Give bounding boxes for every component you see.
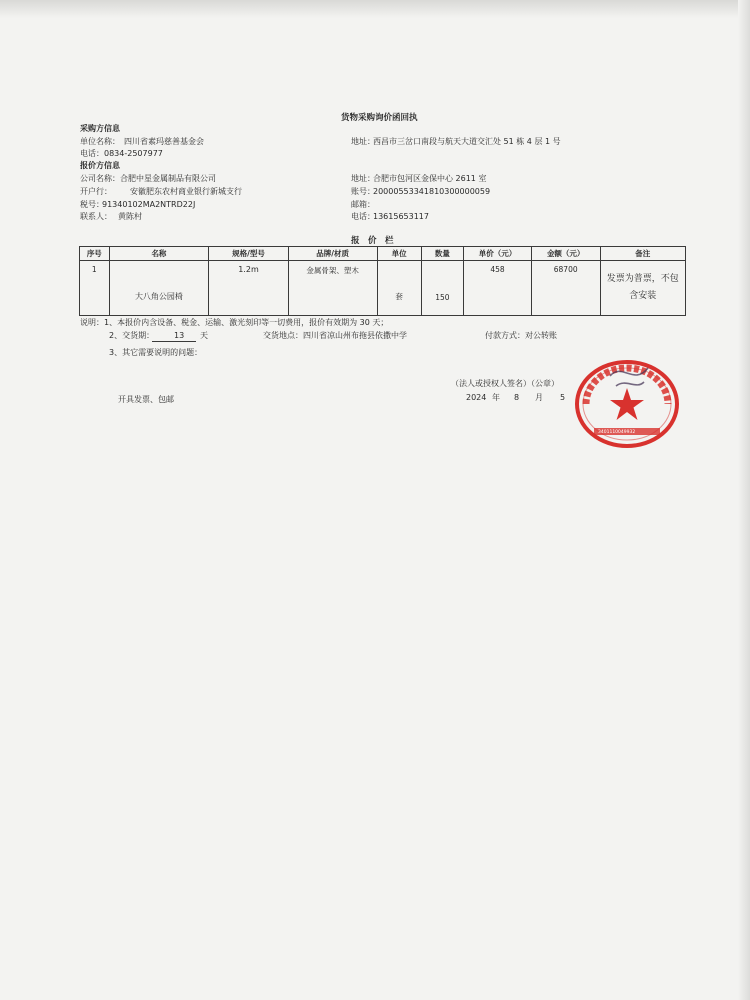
buyer-section-label: 采购方信息	[80, 124, 120, 133]
seller-address-value: 合肥市包河区金保中心 2611 室	[373, 174, 487, 183]
quote-table-caption: 报 价 栏	[351, 236, 394, 246]
cell-amount: 68700	[531, 261, 600, 316]
cell-price: 458	[464, 261, 532, 316]
seller-section-label: 报价方信息	[80, 161, 120, 170]
seller-company-label: 公司名称：	[80, 174, 120, 183]
buyer-phone-label: 电话：	[80, 149, 104, 158]
seller-tax-value: 91340102MA2NTRD22J	[102, 200, 196, 209]
note-2-value: 13	[174, 331, 185, 340]
header-unit: 单位	[377, 247, 421, 261]
seller-address-label: 地址：	[351, 174, 375, 183]
cell-qty: 150	[421, 261, 464, 316]
signature-day: 5	[560, 393, 566, 402]
header-price: 单价（元）	[464, 247, 532, 261]
header-amount: 金额（元）	[531, 247, 600, 261]
header-spec: 规格/型号	[209, 247, 288, 261]
cell-spec: 1.2m	[209, 261, 288, 316]
delivery-place: 交货地点：四川省凉山州布拖县依撒中学	[263, 331, 407, 340]
note-2-label: 2、交货期：	[109, 331, 155, 340]
buyer-unit-label: 单位名称：	[80, 137, 120, 146]
cell-note: 发票为普票，不包含安装	[600, 261, 685, 316]
buyer-phone-value: 0834-2507977	[104, 149, 163, 158]
seller-account-label: 账号：	[351, 187, 375, 196]
seller-tel-label: 电话：	[351, 212, 375, 221]
header-qty: 数量	[421, 247, 464, 261]
signature-year-unit: 年	[492, 393, 500, 402]
header-brand: 品牌/材质	[288, 247, 377, 261]
note-3-value: 开具发票、包邮	[118, 395, 174, 404]
seller-bank-label: 开户行：	[80, 187, 112, 196]
seller-postcode-label: 邮箱：	[351, 200, 375, 209]
seller-tax-label: 税号：	[80, 200, 104, 209]
note-3: 3、其它需要说明的问题：	[109, 348, 203, 357]
cell-name: 大八角公园椅	[109, 261, 209, 316]
header-index: 序号	[80, 247, 110, 261]
cell-index: 1	[80, 261, 110, 316]
signature-label: （法人或授权人签名）（公章）	[451, 379, 559, 388]
quote-table-header-row	[80, 247, 686, 261]
seller-tel-value: 13615653117	[373, 212, 429, 221]
seller-account-value: 20000553341810300000059	[373, 187, 491, 196]
header-note: 备注	[600, 247, 685, 261]
note-2-unit: 天	[200, 331, 208, 340]
seal-number: 3401110049932	[598, 430, 636, 435]
buyer-address-value: 西昌市三岔口南段与航天大道交汇处 51 栋 4 层 1 号	[373, 137, 561, 146]
buyer-unit-value: 四川省素玛慈善基金会	[124, 137, 204, 146]
signature-month: 8	[514, 393, 520, 402]
seller-bank-value: 安徽肥东农村商业银行新城支行	[130, 187, 242, 196]
cell-brand: 金属骨架、塑木	[288, 261, 377, 316]
document-title: 货物采购询价函回执	[341, 113, 418, 123]
header-name: 名称	[109, 247, 209, 261]
quote-table	[79, 246, 686, 316]
signature-year: 2024	[466, 393, 487, 402]
seller-contact-value: 黄陈村	[118, 212, 142, 221]
seller-contact-label: 联系人：	[80, 212, 112, 221]
payment-method: 付款方式：对公转账	[485, 331, 557, 340]
seller-company-value: 合肥中星金属制品有限公司	[120, 174, 216, 183]
delivery-days-underline	[152, 341, 196, 342]
buyer-address-label: 地址：	[351, 137, 375, 146]
note-1: 说明：1、本报价内含设备、税金、运输、激光刻印等一切费用，报价有效期为 30 天；	[80, 318, 389, 327]
table-row	[80, 261, 686, 316]
cell-unit: 套	[377, 261, 421, 316]
signature-month-unit: 月	[535, 393, 543, 402]
